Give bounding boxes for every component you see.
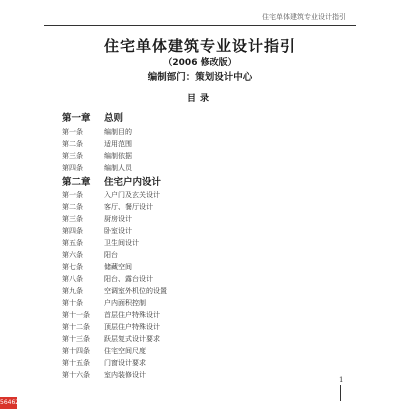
section-number: 第二条 — [62, 140, 83, 148]
section-number: 第十三条 — [62, 335, 90, 343]
section-number: 第十二条 — [62, 323, 90, 331]
section-title: 空调室外机位的设置 — [104, 287, 167, 295]
section-title: 卫生间设计 — [104, 239, 139, 247]
chapter-1-heading[interactable] — [62, 110, 123, 124]
section-number: 第九条 — [62, 287, 83, 295]
toc-entry[interactable] — [62, 322, 160, 332]
section-title: 室内装修设计 — [104, 371, 146, 379]
page-number: 1 — [339, 376, 344, 384]
section-title: 住宅空间尺度 — [104, 347, 146, 355]
section-number: 第五条 — [62, 239, 83, 247]
section-title: 阳台 — [104, 251, 118, 259]
section-number: 第十条 — [62, 299, 83, 307]
section-title: 编制目的 — [104, 128, 132, 136]
toc-entry[interactable] — [62, 346, 146, 356]
chapter-number: 第二章 — [62, 177, 91, 188]
toc-entry[interactable] — [62, 226, 132, 236]
header-rule — [44, 25, 356, 26]
toc-entry[interactable] — [62, 358, 146, 368]
section-number: 第十一条 — [62, 311, 90, 319]
toc-entry[interactable] — [62, 190, 160, 200]
document-title: 住宅单体建筑专业设计指引 — [103, 37, 296, 55]
section-number: 第四条 — [62, 164, 83, 172]
toc-entry[interactable] — [62, 151, 132, 161]
toc-entry[interactable] — [62, 262, 132, 272]
toc-entry[interactable] — [62, 310, 160, 320]
section-title: 适用范围 — [104, 140, 132, 148]
toc-entry[interactable] — [62, 202, 153, 212]
section-title: 门窗设计要求 — [104, 359, 146, 367]
section-title: 入户门及玄关设计 — [104, 191, 160, 199]
section-title: 首层住户特殊设计 — [104, 311, 160, 319]
section-number: 第一条 — [62, 128, 83, 136]
section-number: 第二条 — [62, 203, 83, 211]
section-number: 第三条 — [62, 152, 83, 160]
chapter-2-heading[interactable] — [62, 174, 161, 188]
chapter-number: 第一章 — [62, 113, 91, 124]
toc-entry[interactable] — [62, 139, 132, 149]
chapter-title: 总则 — [104, 113, 124, 124]
section-title: 卧室设计 — [104, 227, 132, 235]
toc-entry[interactable] — [62, 286, 167, 296]
toc-entry[interactable] — [62, 250, 118, 260]
toc-entry[interactable] — [62, 214, 132, 224]
toc-entry[interactable] — [62, 370, 146, 380]
toc-entry[interactable] — [62, 334, 160, 344]
section-number: 第十五条 — [62, 359, 90, 367]
edition-label: （2006 修改版） — [163, 58, 237, 68]
toc-entry[interactable] — [62, 238, 139, 248]
section-number: 第十四条 — [62, 347, 90, 355]
toc-entry[interactable] — [62, 127, 132, 137]
chapter-title: 住宅户内设计 — [104, 177, 162, 188]
section-title: 编制依据 — [104, 152, 132, 160]
section-number: 第十六条 — [62, 371, 90, 379]
toc-entry[interactable] — [62, 163, 132, 173]
section-title: 跃层复式设计要求 — [104, 335, 160, 343]
section-title: 储藏空间 — [104, 263, 132, 271]
section-title: 顶层住户特殊设计 — [104, 323, 160, 331]
compiler-label: 编制部门：策划设计中心 — [147, 72, 253, 83]
section-title: 客厅、餐厅设计 — [104, 203, 153, 211]
toc-heading: 目录 — [186, 94, 213, 104]
section-title: 户内面积控制 — [104, 299, 146, 307]
margin-rule — [340, 385, 341, 401]
section-title: 厨房设计 — [104, 215, 132, 223]
section-number: 第一条 — [62, 191, 83, 199]
section-title: 阳台、露台设计 — [104, 275, 153, 283]
toc-entry[interactable] — [62, 274, 153, 284]
section-number: 第三条 — [62, 215, 83, 223]
section-number: 第六条 — [62, 251, 83, 259]
running-header: 住宅单体建筑专业设计指引 — [262, 13, 346, 21]
corner-badge: 56462 — [0, 397, 17, 409]
toc-entry[interactable] — [62, 298, 146, 308]
section-number: 第四条 — [62, 227, 83, 235]
section-number: 第七条 — [62, 263, 83, 271]
section-title: 编制人员 — [104, 164, 132, 172]
section-number: 第八条 — [62, 275, 83, 283]
